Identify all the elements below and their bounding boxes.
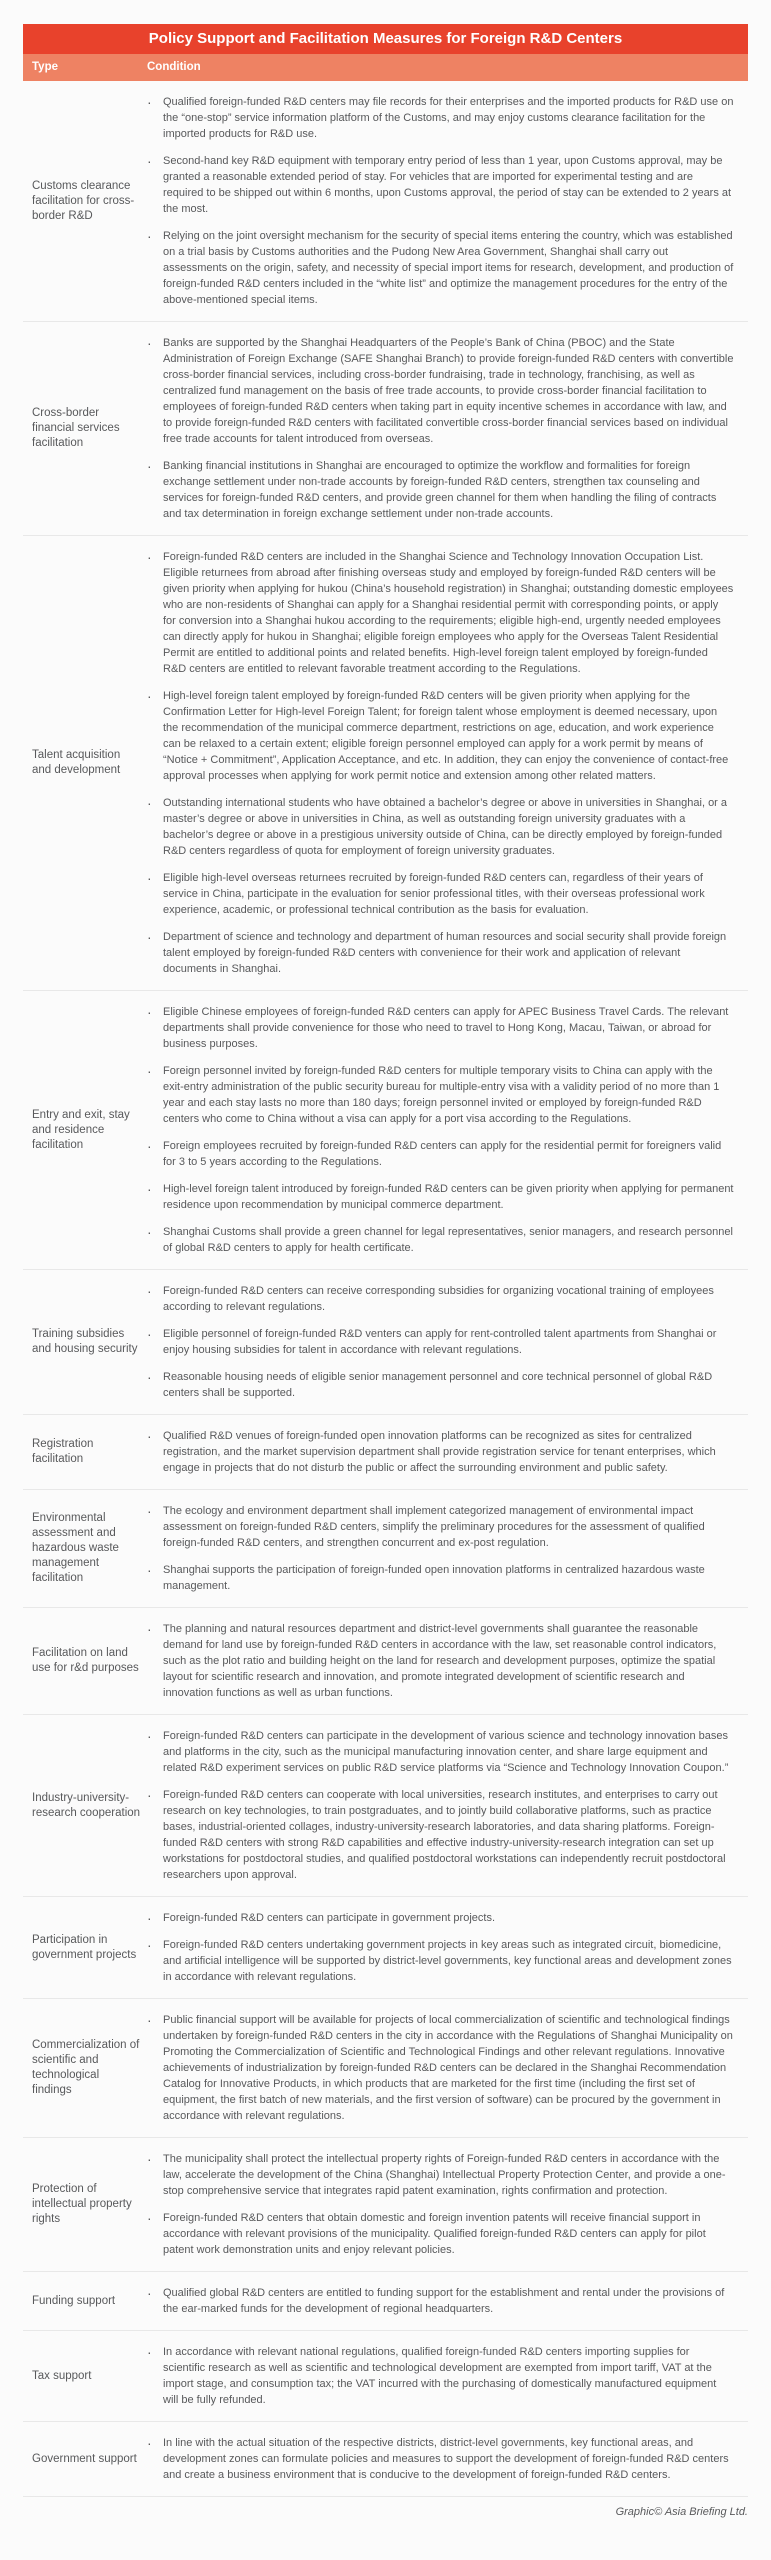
bullet-icon: · [147,1181,152,1197]
table-row [23,990,748,1269]
condition-text: Relying on the joint oversight mechanism for the security of special items entering the country, which was established on a trial basis by Customs authorities and the Pudong New Area Government, Shanghai shall carry out assessments on the origin, safety, and necessity of special import items for research, development, and production of foreign-funded R&D centers included in the “white list” and optimize the management procedures for the entry of the above-mentioned special items. [163,230,734,306]
condition-bullet-item [147,795,734,859]
bullet-icon: · [147,1562,152,1578]
condition-text: Qualified foreign-funded R&D centers may file records for their enterprises and the imported products for R&D use on the “one-stop” service information platform of the Customs, and may enjoy customs clearance facilitation for the imported products for R&D use. [163,96,734,140]
condition-bullet-item [147,549,734,677]
bullet-icon: · [147,153,152,169]
table-row [23,1714,748,1896]
table-row [23,2271,748,2330]
bullet-icon: · [147,1326,152,1342]
condition-text: Foreign-funded R&D centers can participate in government projects. [163,1912,496,1924]
table-row [23,1607,748,1714]
condition-bullet-item [147,1138,734,1170]
condition-bullet-item [147,2285,734,2317]
condition-bullet-item [147,1937,734,1985]
condition-bullet-item [147,1503,734,1551]
row-type-label: Tax support [32,2369,92,2382]
row-conditions [147,1910,748,1985]
condition-bullet-item [147,688,734,784]
condition-text: Second-hand key R&D equipment with temporary entry period of less than 1 year, upon Customs approval, may be granted a reasonable extended period of stay. For vehicles that are imported for experimental testing and are required to be shipped out within 6 months, upon Customs approval, the period of stay can be extended to 2 years at the most. [163,155,732,215]
row-type-label: Environmental assessment and hazardous waste management facilitation [32,1512,119,1584]
row-type-label: Cross-border financial services facilitation [32,407,120,449]
condition-text: Eligible personnel of foreign-funded R&D venters can apply for rent-controlled talent apartments from Shanghai or enjoy housing subsidies for talent in accordance with relevant regulations. [163,1328,717,1356]
row-type-label: Protection of intellectual property rights [32,2183,132,2225]
bullet-icon: · [147,549,152,565]
bullet-icon: · [147,94,152,110]
condition-bullet-item [147,1181,734,1213]
table-row [23,2137,748,2271]
row-conditions [147,2344,748,2408]
condition-text: Foreign-funded R&D centers undertaking government projects in key areas such as integrated circuit, biomedicine, and artificial intelligence will be supported by district-level governments, key functional areas and development zones in accordance with relevant regulations. [163,1939,732,1983]
bullet-icon: · [147,1503,152,1519]
table-row [23,1489,748,1607]
condition-bullet-item [147,2012,734,2124]
condition-bullet-item [147,1326,734,1358]
row-conditions [147,1621,748,1701]
condition-bullet-item [147,1283,734,1315]
condition-text: Foreign-funded R&D centers that obtain domestic and foreign invention patents will receive financial support in accordance with relevant provisions of the municipality. Qualified foreign-funded R&D centers can apply for pilot patent work demonstration units and enjoy relevant policies. [163,2212,706,2256]
condition-text: The ecology and environment department shall implement categorized management of environmental impact assessment on foreign-funded R&D centers, simplify the preliminary procedures for the assessment of qualified foreign-funded R&D centers, and strengthen concurrent and ex-post regulation. [163,1505,705,1549]
row-conditions [147,335,748,522]
condition-bullet-item [147,1224,734,1256]
row-type-label: Commercialization of scientific and technological findings [32,2039,140,2096]
condition-bullet-item [147,335,734,447]
table-row [23,1998,748,2137]
bullet-icon: · [147,1621,152,1637]
row-type-label: Funding support [32,2294,116,2307]
bullet-icon: · [147,2285,152,2301]
condition-text: The municipality shall protect the intellectual property rights of Foreign-funded R&D centers in accordance with the law, accelerate the development of the China (Shanghai) Intellectual Property Protection Center, and provide a one-stop comprehensive service that integrates rapid patent examination, rights confirmation and protection. [163,2153,726,2197]
bullet-icon: · [147,1283,152,1299]
bullet-icon: · [147,2210,152,2226]
table-row [23,321,748,535]
row-conditions [147,94,748,308]
column-header-condition: Condition [147,61,201,73]
condition-text: Foreign personnel invited by foreign-funded R&D centers for multiple temporary visits to China can apply with the exit-entry administration of the public security bureau for multiple-entry visa with a validity period of no more than 1 year and each stay lasts no more than 180 days; foreign personnel invited or employed by foreign-funded R&D centers who come to China without a visa can apply for a port visa according to the Regulations. [163,1065,720,1125]
table-row [23,2330,748,2421]
table-row [23,1269,748,1414]
row-conditions [147,2151,748,2258]
condition-text: High-level foreign talent introduced by foreign-funded R&D centers can be given priority when applying for permanent residence upon recommendation by municipal commerce department. [163,1183,734,1211]
condition-text: Qualified R&D venues of foreign-funded open innovation platforms can be recognized as sites for centralized registration, and the market supervision department shall provide registration service for tenant enterprises, which engage in projects that do not disturb the public or affect the surrounding environment and public safety. [163,1430,716,1474]
policy-table [23,24,748,2518]
condition-text: High-level foreign talent employed by foreign-funded R&D centers will be given priority when applying for the Confirmation Letter for High-level Foreign Talent; for foreign talent whose employment is deemed necessary, upon the recommendation of the municipal commerce department, restrictions on age, education, and work experience can be relaxed to a certain extent; eligible foreign personnel employed can apply for a work permit by means of “Notice + Commitment”, Application Acceptance, and etc. In addition, they can enjoy the convenience of contact-free approval processes when applying for work permit notice and extension among other related matters. [163,690,729,782]
bullet-icon: · [147,1428,152,1444]
condition-text: Foreign-funded R&D centers can receive corresponding subsidies for organizing vocational training of employees according to relevant regulations. [163,1285,714,1313]
bullet-icon: · [147,1004,152,1020]
bullet-icon: · [147,1224,152,1240]
bullet-icon: · [147,1910,152,1926]
table-body [23,81,748,2497]
condition-bullet-item [147,929,734,977]
bullet-icon: · [147,2012,152,2028]
condition-text: Foreign employees recruited by foreign-funded R&D centers can apply for the residential permit for foreigners valid for 3 to 5 years according to the Regulations. [163,1140,722,1168]
condition-bullet-item [147,228,734,308]
bullet-icon: · [147,458,152,474]
condition-text: Foreign-funded R&D centers can participate in the development of various science and technology innovation bases and platforms in the city, such as the municipal manufacturing innovation center, and share large equipment and related R&D experiment services on public R&D service platforms via “Science and Technology Innovation Coupon.” [163,1730,729,1774]
row-type-label: Government support [32,2452,137,2465]
table-row [23,2421,748,2496]
condition-bullet-item [147,458,734,522]
row-type-label: Talent acquisition and development [32,749,121,776]
table-row [23,81,748,321]
bullet-icon: · [147,688,152,704]
condition-text: Qualified global R&D centers are entitled to funding support for the establishment and rental under the provisions of the ear-marked funds for the development of regional headquarters. [163,2287,725,2315]
bullet-icon: · [147,929,152,945]
condition-bullet-item [147,870,734,918]
condition-bullet-item [147,1621,734,1701]
row-conditions [147,1728,748,1883]
condition-text: Public financial support will be available for projects of local commercialization of scientific and technological findings undertaken by foreign-funded R&D centers in the city in accordance with the Regulations of Shanghai Municipality on Promoting the Commercialization of Scientific and Technological Findings and other relevant regulations. Innovative achievements of industrialization by foreign-funded R&D centers can be declared in the Shanghai Recommendation Catalog for Innovative Products, in which products that are marketed for the first time (including the first set of equipment, the first batch of new materials, and the first version of software) can be procured by the government in accordance with relevant regulations. [163,2014,733,2122]
condition-text: Reasonable housing needs of eligible senior management personnel and core technical personnel of global R&D centers shall be supported. [163,1371,713,1399]
condition-bullet-item [147,1562,734,1594]
row-conditions [147,549,748,977]
condition-text: Eligible Chinese employees of foreign-funded R&D centers can apply for APEC Business Travel Cards. The relevant departments shall provide convenience for those who need to travel to Hong Kong, Macau, Taiwan, or abroad for business purposes. [163,1006,729,1050]
bullet-icon: · [147,2344,152,2360]
row-conditions [147,2435,748,2483]
condition-text: In line with the actual situation of the respective districts, district-level governments, key functional areas, and development zones can formulate policies and measures to support the development of foreign-funded R&D centers and create a business environment that is conducive to the development of foreign-funded R&D centers. [163,2437,729,2481]
bullet-icon: · [147,2151,152,2167]
condition-bullet-item [147,2210,734,2258]
row-type-label: Registration facilitation [32,1438,94,1465]
bullet-icon: · [147,2435,152,2451]
row-conditions [147,1428,748,1476]
condition-text: In accordance with relevant national regulations, qualified foreign-funded R&D centers importing supplies for scientific research as well as scientific and technological development are exempted from import tariff, VAT at the import stage, and consumption tax; the VAT incurred with the purchasing of domestically manufactured equipment will be fully refunded. [163,2346,717,2406]
bullet-icon: · [147,795,152,811]
row-conditions [147,1283,748,1401]
condition-bullet-item [147,1728,734,1776]
table-row [23,1896,748,1998]
condition-text: Foreign-funded R&D centers are included in the Shanghai Science and Technology Innovation Occupation List. Eligible returnees from abroad after finishing overseas study and employed by foreign-funded R&D centers will be given priority when applying for hukou (China’s household registration) in Shanghai; outstanding domestic employees who are non-residents of Shanghai can apply for a Shanghai residential permit with corresponding points, or apply for conversion into a Shanghai hukou according to the requirements; eligible high-end, urgently needed employees can directly apply for hukou in Shanghai; eligible foreign employees who apply for the Overseas Talent Residential Permit are entitled to additional points and related benefits. High-level foreign talent employed by foreign-funded R&D centers are entitled to relevant favorable treatment according to the Regulations. [163,551,734,675]
condition-text: Eligible high-level overseas returnees recruited by foreign-funded R&D centers can, regardless of their years of service in China, participate in the evaluation for senior professional titles, with their overseas professional work experience, academic, or professional technical contribution as the basis for evaluation. [163,872,705,916]
row-type-label: Customs clearance facilitation for cross-border R&D [32,179,135,222]
row-type-label: Participation in government projects [32,1933,137,1961]
condition-bullet-item [147,1369,734,1401]
row-type-label: Entry and exit, stay and residence facilitation [32,1108,130,1151]
condition-bullet-item [147,2435,734,2483]
row-type-label: Industry-university-research cooperation [32,1791,141,1819]
condition-text: Department of science and technology and department of human resources and social security shall provide foreign talent employed by foreign-funded R&D centers with convenience for their work and application of relevant documents in Shanghai. [163,931,727,975]
row-conditions [147,1004,748,1256]
bullet-icon: · [147,228,152,244]
condition-bullet-item [147,1787,734,1883]
condition-text: Shanghai supports the participation of foreign-funded open innovation platforms in centralized hazardous waste management. [163,1564,705,1592]
bullet-icon: · [147,1937,152,1953]
column-header-type: Type [32,61,58,73]
bullet-icon: · [147,1787,152,1803]
condition-text: The planning and natural resources department and district-level governments shall guarantee the reasonable demand for land use by foreign-funded R&D centers in accordance with the law, set reasonable control indicators, such as the plot ratio and building height on the land for research and development purposes, optimize the spatial layout for scientific research and innovation, and promote integrated development of scientific research and innovation functions as well as urban functions. [163,1623,717,1699]
condition-bullet-item [147,153,734,217]
column-header-row [23,54,748,81]
condition-text: Shanghai Customs shall provide a green channel for legal representatives, senior managers, and research personnel of global R&D centers to apply for health certificate. [163,1226,733,1254]
bullet-icon: · [147,1369,152,1385]
condition-bullet-item [147,2344,734,2408]
condition-bullet-item [147,94,734,142]
graphic-credit: Graphic© Asia Briefing Ltd. [615,2506,748,2518]
condition-bullet-item [147,2151,734,2199]
bullet-icon: · [147,870,152,886]
condition-text: Outstanding international students who have obtained a bachelor’s degree or above in universities in Shanghai, or a master’s degree or above in universities in China, as well as outstanding foreign university graduates with a bachelor’s degree or above in a prestigious university outside of China, can be directly employed by foreign-funded R&D centers regardless of quota for employment of foreign university graduates. [163,797,728,857]
condition-bullet-item [147,1063,734,1127]
table-row [23,1414,748,1489]
condition-bullet-item [147,1004,734,1052]
condition-text: Foreign-funded R&D centers can cooperate with local universities, research institutes, and enterprises to carry out research on key technologies, to train postgraduates, and to jointly build collaborative platforms, such as practice bases, industrial-oriented collages, industry-university-research laboratories, and data sharing platforms. Foreign-funded R&D centers with strong R&D capabilities and effective industry-university-research integration can set up workstations for postdoctoral studies, and qualified postdoctoral workstations can independently recruit postdoctoral researchers upon approval. [163,1789,726,1881]
row-conditions [147,2285,748,2317]
bullet-icon: · [147,335,152,351]
table-title: Policy Support and Facilitation Measures for Foreign R&D Centers [23,24,748,54]
condition-text: Banking financial institutions in Shanghai are encouraged to optimize the workflow and formalities for foreign exchange settlement under non-trade accounts by foreign-funded R&D centers, strengthen tax counseling and services for foreign-funded R&D centers, and provide green channel for them when handling the filing of contracts and tax determination in foreign exchange settlement under non-trade accounts. [163,460,717,520]
row-type-label: Facilitation on land use for r&d purposes [32,1647,139,1674]
table-row [23,535,748,990]
bullet-icon: · [147,1138,152,1154]
row-conditions [147,2012,748,2124]
condition-bullet-item [147,1428,734,1476]
bullet-icon: · [147,1728,152,1744]
row-conditions [147,1503,748,1594]
bullet-icon: · [147,1063,152,1079]
condition-text: Banks are supported by the Shanghai Headquarters of the People’s Bank of China (PBOC) and the State Administration of Foreign Exchange (SAFE Shanghai Branch) to provide foreign-funded R&D centers with convertible cross-border financial services, including cross-border fundraising, trade in technology, franchising, as well as centralized fund management on the basis of free trade accounts, to provide cross-border financial facilitation to employees of foreign-funded R&D centers when taking part in equity incentive schemes in accordance with law, and to provide foreign-funded R&D centers with facilitated convertible cross-border financial services based on individual free trade accounts for talent introduced from overseas. [163,337,734,445]
row-type-label: Training subsidies and housing security [32,1328,138,1355]
condition-bullet-item [147,1910,734,1926]
